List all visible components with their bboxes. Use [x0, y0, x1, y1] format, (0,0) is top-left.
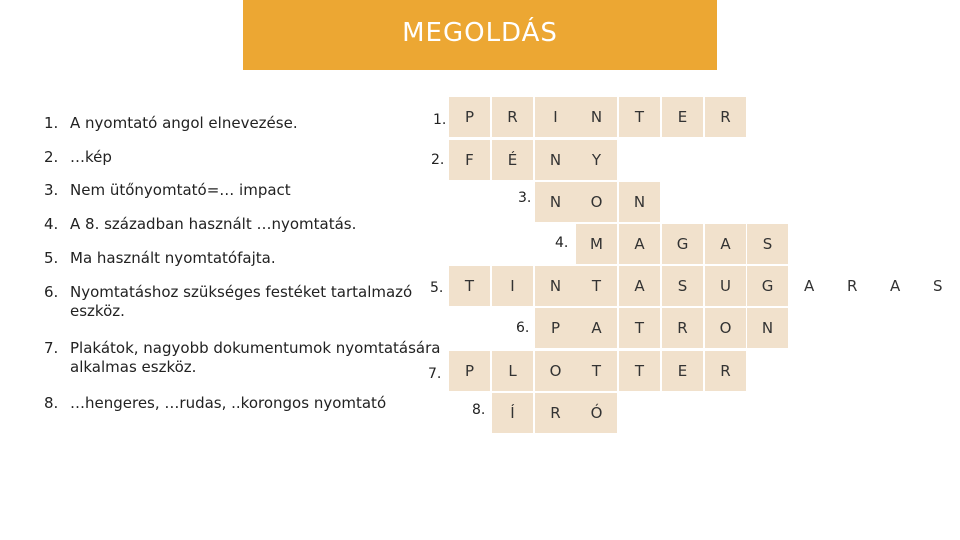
grid-cell-r8-c2: Í [492, 393, 533, 433]
grid-cell-r5-c5: A [619, 266, 660, 306]
clue-2: 2. …kép [44, 148, 112, 166]
grid-cell-r7-c6: E [662, 351, 703, 391]
row-number-7: 7. [428, 366, 442, 382]
grid-cell-r1-c3: I [535, 97, 576, 137]
grid-letter-r5-c12: S [933, 277, 943, 295]
grid-cell-r1-c6: E [662, 97, 703, 137]
grid-cell-r1-c1: P [449, 97, 490, 137]
grid-cell-r7-c1: P [449, 351, 490, 391]
grid-cell-r4-c4: M [576, 224, 617, 264]
clue-3: 3. Nem ütőnyomtató=… impact [44, 181, 291, 199]
grid-cell-r6-c5: T [619, 308, 660, 348]
grid-cell-r6-c6: R [662, 308, 703, 348]
grid-cell-r3-c4: O [576, 182, 617, 222]
grid-cell-r4-c5: A [619, 224, 660, 264]
grid-cell-r2-c3: N [535, 140, 576, 180]
clue-1: 1. A nyomtató angol elnevezése. [44, 114, 298, 132]
grid-cell-r1-c4: N [576, 97, 617, 137]
row-number-2: 2. [431, 152, 445, 168]
grid-letter-r5-c9: A [804, 277, 815, 295]
grid-cell-r5-c7: U [705, 266, 746, 306]
grid-cell-r1-c5: T [619, 97, 660, 137]
grid-cell-r5-c3: N [535, 266, 576, 306]
grid-cell-r4-c8: S [747, 224, 788, 264]
grid-cell-r6-c8: N [747, 308, 788, 348]
row-number-8: 8. [472, 402, 486, 418]
grid-cell-r7-c2: L [492, 351, 533, 391]
row-number-1: 1. [433, 112, 447, 128]
grid-cell-r2-c1: F [449, 140, 490, 180]
grid-cell-r3-c5: N [619, 182, 660, 222]
grid-cell-r4-c7: A [705, 224, 746, 264]
grid-cell-r8-c4: Ó [576, 393, 617, 433]
grid-letter-r5-c10: R [847, 277, 858, 295]
grid-cell-r7-c7: R [705, 351, 746, 391]
grid-cell-r5-c8: G [747, 266, 788, 306]
grid-cell-r5-c6: S [662, 266, 703, 306]
grid-cell-r2-c4: Y [576, 140, 617, 180]
grid-cell-r7-c3: O [535, 351, 576, 391]
grid-cell-r1-c7: R [705, 97, 746, 137]
grid-cell-r6-c3: P [535, 308, 576, 348]
row-number-5: 5. [430, 280, 444, 296]
grid-letter-r5-c11: A [890, 277, 901, 295]
row-number-4: 4. [555, 235, 569, 251]
clue-6: 6. Nyomtatáshoz szükséges festéket tartalmazó eszköz. [44, 283, 413, 320]
clue-7: 7. Plakátok, nagyobb dokumentumok nyomtatására alkalmas eszköz. [44, 339, 441, 376]
row-number-6: 6. [516, 320, 530, 336]
grid-cell-r5-c1: T [449, 266, 490, 306]
grid-cell-r7-c4: T [576, 351, 617, 391]
grid-cell-r8-c3: R [535, 393, 576, 433]
grid-cell-r5-c2: I [492, 266, 533, 306]
clue-4: 4. A 8. században használt …nyomtatás. [44, 215, 357, 233]
grid-cell-r1-c2: R [492, 97, 533, 137]
grid-cell-r3-c3: N [535, 182, 576, 222]
grid-cell-r2-c2: É [492, 140, 533, 180]
grid-cell-r6-c4: A [576, 308, 617, 348]
page-title: MEGOLDÁS [402, 18, 558, 48]
grid-cell-r5-c4: T [576, 266, 617, 306]
row-number-3: 3. [518, 190, 532, 206]
grid-cell-r6-c7: O [705, 308, 746, 348]
clue-5: 5. Ma használt nyomtatófajta. [44, 249, 276, 267]
grid-cell-r4-c6: G [662, 224, 703, 264]
grid-cell-r7-c5: T [619, 351, 660, 391]
clue-8: 8. …hengeres, …rudas, ..korongos nyomtató [44, 394, 387, 412]
